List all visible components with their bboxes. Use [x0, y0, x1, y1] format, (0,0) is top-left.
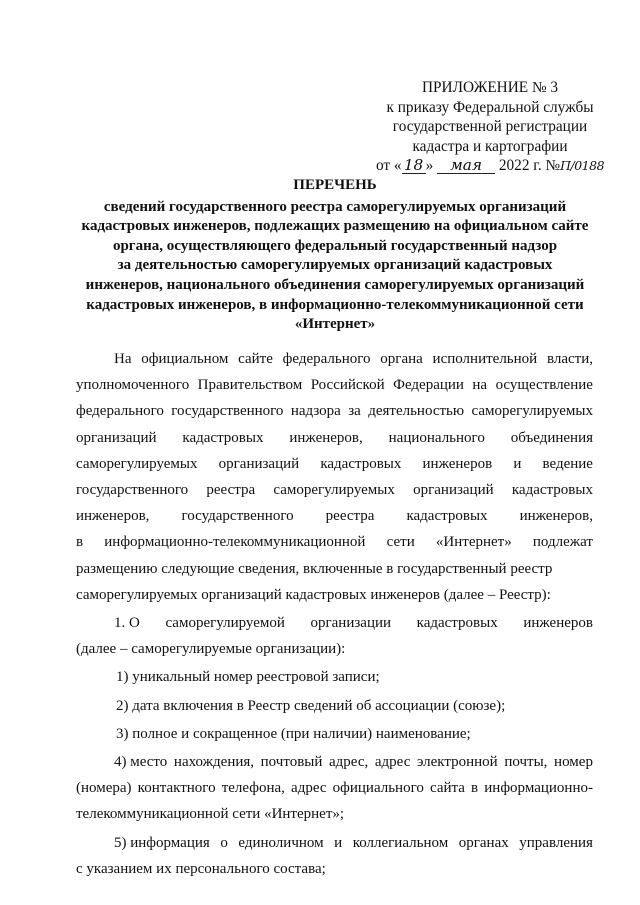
- word: организаций: [218, 455, 300, 472]
- appendix-number: ПРИЛОЖЕНИЕ № 3: [421, 79, 559, 96]
- intro-line: саморегулируемых организаций кадастровых инженеров (далее – Реестр):: [76, 586, 551, 603]
- list-item-2: 2) дата включения в Реестр сведений об ассоциации (союзе);: [116, 697, 506, 714]
- word: осуществление: [495, 377, 593, 394]
- word: государственного: [171, 403, 284, 420]
- word: 1. О: [114, 615, 140, 632]
- word: (номера): [76, 780, 132, 797]
- word: почты,: [504, 754, 548, 771]
- word: и: [334, 834, 343, 851]
- word: организаций: [413, 482, 494, 499]
- intro-line: [76, 477, 593, 503]
- word: На: [114, 351, 132, 367]
- word: информационно-телекоммуникационной: [104, 534, 366, 551]
- list-item-1: 1) уникальный номер реестровой записи;: [116, 669, 380, 686]
- section-1-heading: [76, 610, 593, 636]
- word: о: [220, 834, 228, 851]
- word: надзора: [290, 403, 341, 420]
- word: адрес,: [329, 754, 369, 771]
- word: сети: [386, 534, 415, 551]
- list-item-4: [76, 749, 593, 775]
- word: электронной: [416, 754, 498, 771]
- word: государственного: [76, 482, 189, 499]
- appendix-date-line: [370, 156, 610, 176]
- word: официальном: [141, 351, 229, 367]
- word: «Интернет»: [435, 534, 512, 551]
- word: инженеров,: [519, 508, 593, 525]
- word: федерального: [76, 403, 164, 420]
- word: реестра: [325, 508, 375, 525]
- word: телефона,: [221, 780, 285, 797]
- word: нахождения,: [173, 754, 255, 771]
- word: адрес: [291, 780, 327, 797]
- word: объединения: [510, 429, 593, 446]
- word: подлежат: [532, 534, 593, 551]
- word: органах: [458, 834, 509, 851]
- list-item-5-cont: с указанием их персонального состава;: [76, 860, 326, 877]
- word: и: [513, 455, 522, 472]
- list-item-5: [76, 830, 593, 856]
- word: на: [472, 377, 488, 394]
- word: сайта: [430, 780, 465, 797]
- word: коллегиальном: [352, 834, 449, 851]
- date-year: 2022 г. №: [498, 157, 561, 174]
- word: саморегулируемых: [76, 455, 198, 472]
- title-heading: ПЕРЕЧЕНЬ: [293, 177, 377, 193]
- word: государственного: [181, 508, 294, 525]
- word: кадастровых: [320, 455, 402, 472]
- intro-line: [76, 529, 593, 555]
- word: единоличном: [238, 834, 324, 851]
- word: организации: [310, 615, 392, 632]
- section-1-heading-cont: (далее – саморегулируемые организации):: [76, 641, 346, 658]
- intro-line: [76, 503, 593, 529]
- word: инженеров,: [289, 429, 363, 446]
- word: власти,: [546, 351, 593, 367]
- date-prefix: от «: [375, 157, 402, 174]
- word: сайте: [238, 351, 273, 367]
- title-line: кадастровых инженеров, подлежащих размещению на официальном сайте: [81, 218, 589, 235]
- appendix-agency-line-1: государственной регистрации: [392, 118, 588, 135]
- handwritten-day: 18: [402, 157, 426, 174]
- document-body: [76, 346, 593, 882]
- word: в: [76, 534, 84, 551]
- word: инженеров,: [76, 508, 150, 525]
- word: кадастровых: [511, 482, 593, 499]
- title-line: инженеров, национального объединения саморегулируемых организаций: [85, 276, 585, 293]
- list-item-4-cont: [76, 775, 593, 801]
- intro-line: [76, 346, 593, 372]
- word: инженеров: [422, 455, 493, 472]
- word: управления: [519, 834, 593, 851]
- word: исполнительной: [432, 351, 538, 367]
- list-item-3: 3) полное и сокращенное (при наличии) наименование;: [116, 725, 471, 742]
- word: в: [471, 780, 479, 797]
- word: информационно-: [484, 780, 593, 797]
- word: за: [348, 403, 361, 420]
- word: саморегулируемых: [273, 482, 395, 499]
- handwritten-order-number: П/0188: [560, 158, 605, 173]
- word: органа: [380, 351, 423, 367]
- word: ведение: [542, 455, 593, 472]
- word: Федерации: [393, 377, 464, 394]
- intro-line: [76, 398, 593, 424]
- word: кадастровых: [182, 429, 264, 446]
- word: адрес: [374, 754, 411, 771]
- date-mid: »: [425, 157, 434, 174]
- intro-line: [76, 451, 593, 477]
- word: номер: [554, 754, 593, 771]
- word: кадастровых: [416, 615, 498, 632]
- word: реестра: [206, 482, 256, 499]
- title-line: органа, осуществляющего федеральный государственный надзор: [112, 237, 558, 254]
- title-line: кадастровых инженеров, в информационно-телекоммуникационной сети: [86, 296, 584, 313]
- word: национального: [388, 429, 485, 446]
- document-title: [70, 176, 600, 335]
- word: федерального: [282, 351, 371, 367]
- word: 4) место: [114, 754, 168, 771]
- word: организаций: [76, 429, 157, 446]
- word: инженеров: [523, 615, 593, 632]
- appendix-header: [370, 78, 610, 176]
- intro-line: [76, 425, 593, 451]
- intro-line: [76, 372, 593, 398]
- title-line: «Интернет»: [294, 316, 376, 333]
- word: официального: [332, 780, 424, 797]
- word: уполномоченного: [76, 377, 190, 394]
- title-line: за деятельностью саморегулируемых организаций кадастровых: [117, 257, 553, 274]
- word: Российской: [310, 377, 385, 394]
- appendix-agency-line-2: кадастра и картографии: [412, 137, 568, 155]
- intro-line: размещению следующие сведения, включенные в государственный реестр: [76, 560, 553, 577]
- word: 5) информация: [114, 834, 210, 851]
- appendix-order-line: к приказу Федеральной службы: [386, 98, 594, 116]
- word: саморегулируемых: [471, 403, 593, 420]
- handwritten-month: мая: [437, 157, 495, 174]
- word: почтовый: [260, 754, 323, 771]
- word: Правительством: [197, 377, 303, 394]
- title-line: сведений государственного реестра саморегулируемых организаций: [103, 198, 567, 215]
- word: деятельностью: [368, 403, 465, 420]
- word: контактного: [137, 780, 216, 797]
- list-item-4-cont: телекоммуникационной сети «Интернет»;: [76, 806, 345, 823]
- word: кадастровых: [406, 508, 488, 525]
- word: саморегулируемой: [165, 615, 285, 632]
